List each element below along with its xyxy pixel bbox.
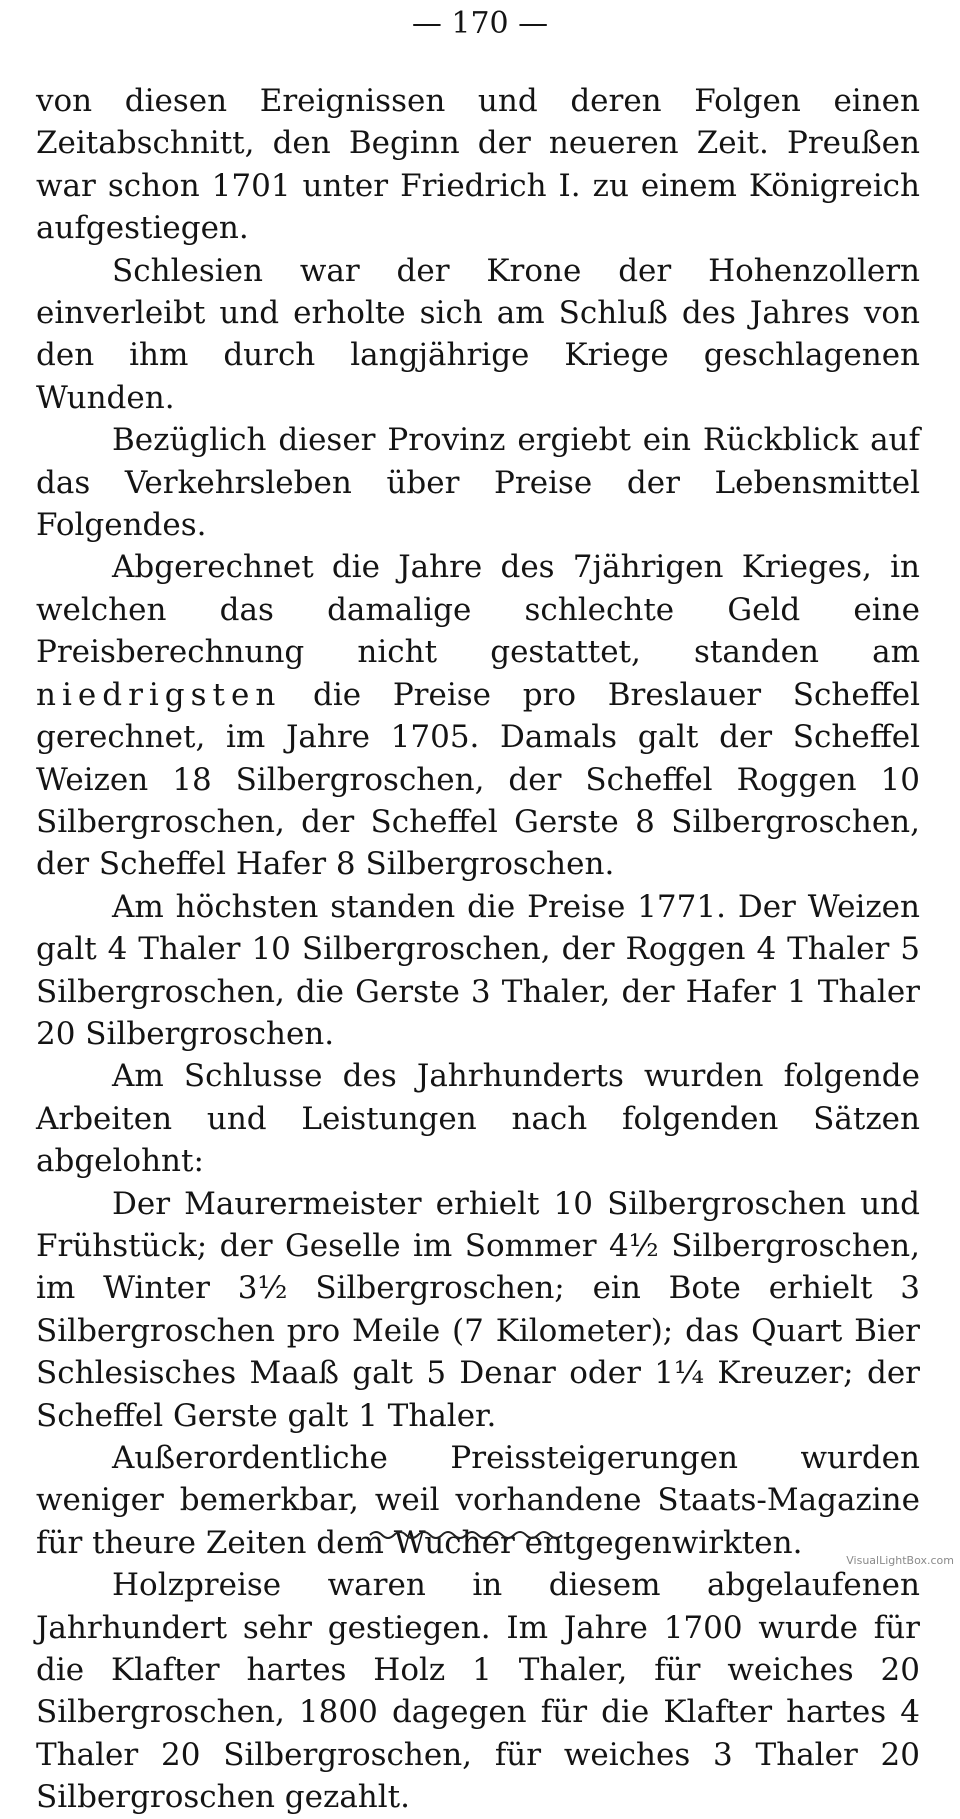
- page-number-header: — 170 —: [411, 6, 549, 41]
- wavy-line-ornament: [368, 1528, 564, 1542]
- paragraph-wages: Der Maurermeister erhielt 10 Silbergroschen und Frühstück; der Geselle im Sommer 4½ Silbergroschen, im Winter 3½ Silbergroschen; ein Bote erhielt 3 Silbergroschen pro Meile (7 Kilometer); das Quart Bier Schlesisches Maaß galt 5 Denar oder 1¼ Kreuzer; der Scheffel Gerste galt 1 Thaler.: [36, 1185, 920, 1434]
- paragraph-retrospect: Bezüglich dieser Provinz ergiebt ein Rückblick auf das Verkehrsleben über Preise der Lebensmittel Folgendes.: [36, 422, 920, 544]
- lowest-prices-text-after: die Preise pro Breslauer Scheffel gerechnet, im Jahre 1705. Damals galt der Scheffel Weizen 18 Silbergroschen, der Scheffel Roggen 10 Silbergroschen, der Scheffel Gerste 8 Silbergroschen, der Scheffel Hafer 8 Silbergroschen.: [36, 676, 920, 883]
- paragraph-lowest-prices: [36, 546, 920, 885]
- watermark: VisualLightBox.com: [846, 1554, 954, 1567]
- paragraph-wages-intro: Am Schlusse des Jahrhunderts wurden folgende Arbeiten und Leistungen nach folgenden Sätzen abgelohnt:: [36, 1058, 920, 1180]
- lowest-prices-text-before: Abgerechnet die Jahre des 7jährigen Krieges, in welchen das damalige schlechte Geld eine Preisberechnung nicht gestattet, standen am: [36, 549, 920, 671]
- body-text: [36, 80, 920, 1819]
- paragraph-wood-prices: Holzpreise waren in diesem abgelaufenen Jahrhundert sehr gestiegen. Im Jahre 1700 wurde für die Klafter hartes Holz 1 Thaler, für weiches 20 Silbergroschen, 1800 dagegen für die Klafter hartes 4 Thaler 20 Silbergroschen, für weiches 3 Thaler 20 Silbergroschen gezahlt.: [36, 1567, 920, 1816]
- paragraph-highest-prices: Am höchsten standen die Preise 1771. Der Weizen galt 4 Thaler 10 Silbergroschen, der Roggen 4 Thaler 5 Silbergroschen, die Gerste 3 Thaler, der Hafer 1 Thaler 20 Silbergroschen.: [36, 888, 920, 1052]
- paragraph-continuation: von diesen Ereignissen und deren Folgen einen Zeitabschnitt, den Beginn der neueren Zeit. Preußen war schon 1701 unter Friedrich I. zu einem Königreich aufgestiegen.: [36, 83, 920, 247]
- paragraph-price-increases: Außerordentliche Preissteigerungen wurden weniger bemerkbar, weil vorhandene Staats-Magazine für theure Zeiten dem Wucher entgegenwirkten.: [36, 1440, 920, 1561]
- paragraph-silesia: Schlesien war der Krone der Hohenzollern einverleibt und erholte sich am Schluß des Jahres von den ihm durch langjährige Kriege geschlagenen Wunden.: [36, 252, 920, 416]
- emphasized-word: niedrigsten: [36, 676, 282, 713]
